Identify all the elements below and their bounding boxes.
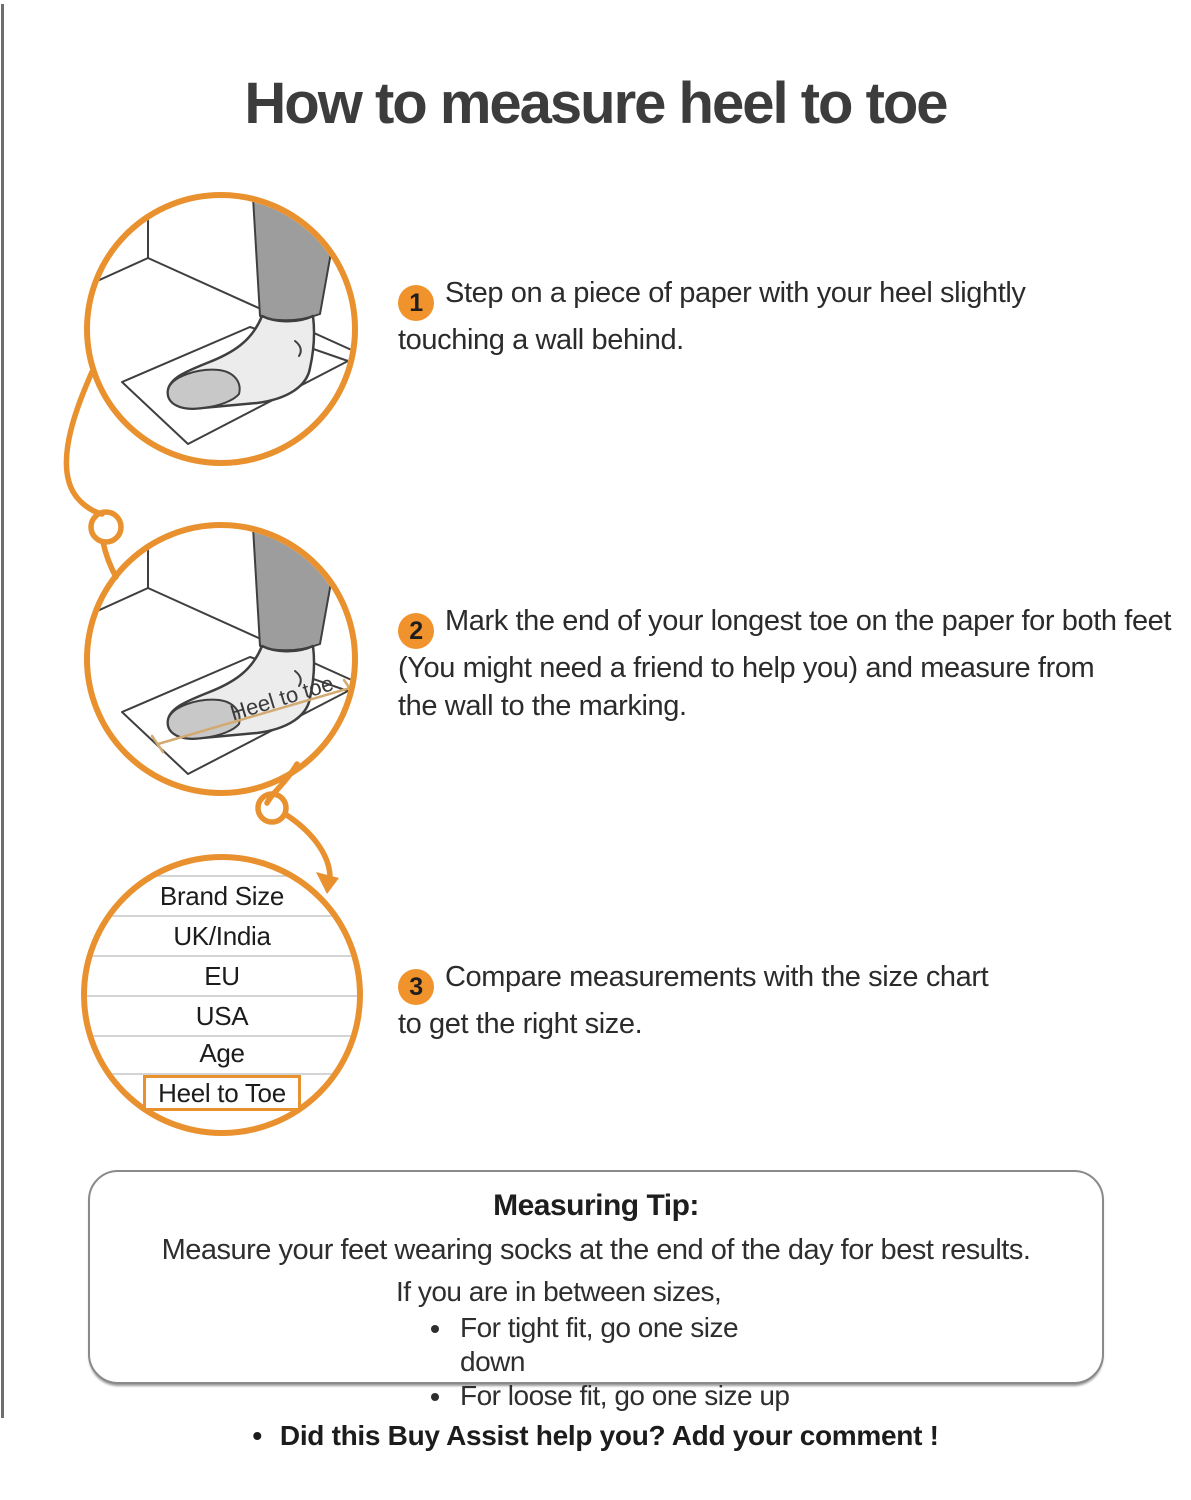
size-chart-row-label: USA xyxy=(195,1000,249,1031)
step-1-number-badge: 1 xyxy=(398,285,434,321)
footer-text: Did this Buy Assist help you? Add your comment ! xyxy=(279,1420,939,1451)
measuring-tip-bullet-list xyxy=(396,1311,796,1413)
measuring-tip-title: Measuring Tip: xyxy=(493,1189,699,1222)
size-chart-row xyxy=(86,916,358,956)
step-2-line-2: (You might need a friend to help you) and measure from xyxy=(398,652,1095,684)
size-chart-row-label: UK/India xyxy=(173,920,271,951)
size-chart-row xyxy=(86,1034,358,1072)
step-3-instruction xyxy=(398,958,1018,1043)
size-chart-row-highlighted xyxy=(86,1074,358,1112)
step-2-number-badge: 2 xyxy=(398,613,434,649)
footer-bullet: • xyxy=(252,1420,262,1451)
size-chart-row xyxy=(86,876,358,916)
step-3-number-badge: 3 xyxy=(398,969,434,1005)
size-chart-row-label: Heel to Toe xyxy=(158,1077,286,1108)
size-chart-row-label: Brand Size xyxy=(159,880,285,911)
heel-to-toe-highlight-box xyxy=(143,1075,301,1111)
step-1-line-2: touching a wall behind. xyxy=(398,324,684,356)
step-1-line-1: Step on a piece of paper with your heel slightly xyxy=(445,277,1026,309)
size-chart-row xyxy=(86,956,358,996)
measuring-tip-bullet: • For tight fit, go one size down xyxy=(454,1311,796,1379)
page-title: How to measure heel to toe xyxy=(244,71,947,136)
step-2-line-1: Mark the end of your longest toe on the paper for both feet xyxy=(445,605,1172,637)
measuring-tip-box xyxy=(88,1170,1104,1411)
footer-feedback-line xyxy=(0,1420,1191,1452)
step-2-instruction xyxy=(398,602,1188,725)
step-2-line-3: the wall to the marking. xyxy=(398,690,687,722)
measuring-tip-detail xyxy=(396,1276,796,1413)
measuring-tip-bullet: • For loose fit, go one size up xyxy=(454,1379,796,1413)
step-1-instruction xyxy=(398,274,1038,359)
measuring-tip-line: Measure your feet wearing socks at the end of the day for best results. xyxy=(161,1234,1031,1266)
size-chart-row-label: EU xyxy=(204,960,240,991)
size-chart-row xyxy=(86,996,358,1036)
measuring-tip-intro: If you are in between sizes, xyxy=(396,1276,722,1307)
step-3-line-2: to get the right size. xyxy=(398,1008,643,1040)
heel-to-toe-measure-label: Heel to toe xyxy=(227,670,337,726)
size-chart-row-label: Age xyxy=(199,1037,245,1068)
step-3-line-1: Compare measurements with the size chart xyxy=(445,961,989,993)
